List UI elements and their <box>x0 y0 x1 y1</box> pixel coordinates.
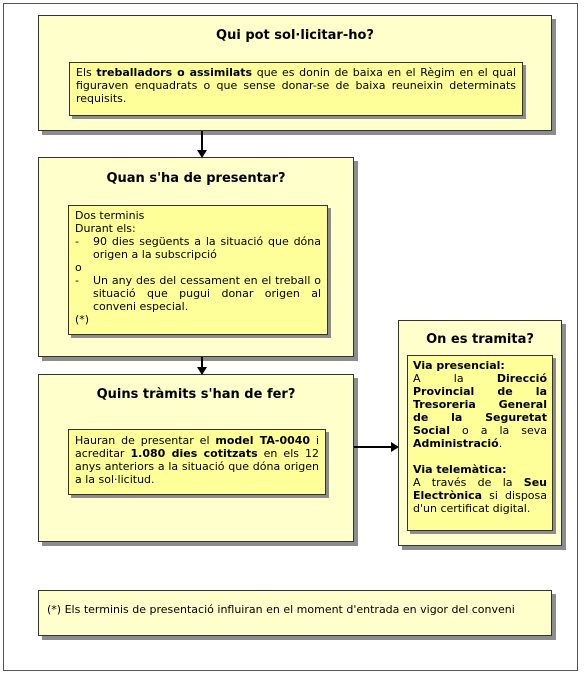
footer-note-box <box>38 590 552 636</box>
procedures-box <box>38 374 354 542</box>
presencial-text: A la Direcció Provincial de la Tresoreria General de la Seguretat Social o a la seva Administració. <box>413 372 547 450</box>
telematica-text: A través de la Seu Electrònica si disposa d'un certificat digital. <box>413 476 547 515</box>
who-text-pre: Els <box>76 66 97 79</box>
who-can-apply-title: Qui pot sol·licitar-ho? <box>216 28 374 43</box>
when-note: (*) <box>75 313 90 326</box>
arrow-down-1 <box>194 131 210 159</box>
who-can-apply-box <box>38 15 552 131</box>
when-list <box>75 235 321 313</box>
when-line-1: Dos terminis <box>75 209 145 222</box>
who-text-bold: treballadors o assimilats <box>96 66 253 79</box>
where-processed-box <box>398 320 562 546</box>
where-processed-title: On es tramita? <box>426 332 534 347</box>
where-processed-text <box>407 355 553 531</box>
list-item: - 90 dies següents a la situació que dóna origen a la subscripció <box>75 235 321 261</box>
procedures-title: Quins tràmits s'han de fer? <box>96 387 296 402</box>
when-to-submit-text <box>68 205 328 335</box>
when-to-submit-box <box>38 157 354 357</box>
footer-note-text: (*) Els terminis de presentació influiran en el moment d'entrada en vigor del conveni <box>47 603 515 616</box>
who-can-apply-text <box>69 62 523 116</box>
arrow-right <box>354 439 400 455</box>
who-text-post: que es donin de baixa en el Règim en el qual figuraven enquadrats o que sense donar-se de baixa reuneixin determinats requisits. <box>76 66 516 105</box>
when-to-submit-title: Quan s'ha de presentar? <box>106 171 286 186</box>
list-separator: o <box>75 261 82 274</box>
presencial-heading: Via presencial: <box>413 359 505 372</box>
list-item: - Un any des del cessament en el treball o situació que pugui donar origen al conveni especial. <box>75 274 321 313</box>
arrow-down-2 <box>194 357 210 376</box>
procedures-text: Hauran de presentar el model TA-0040 i acreditar 1.080 dies cotitzats en els 12 anys anteriors a la situació que dóna origen a la sol·licitud. <box>68 429 326 495</box>
telematica-heading: Via telemàtica: <box>413 463 507 476</box>
when-line-2: Durant els: <box>75 222 136 235</box>
